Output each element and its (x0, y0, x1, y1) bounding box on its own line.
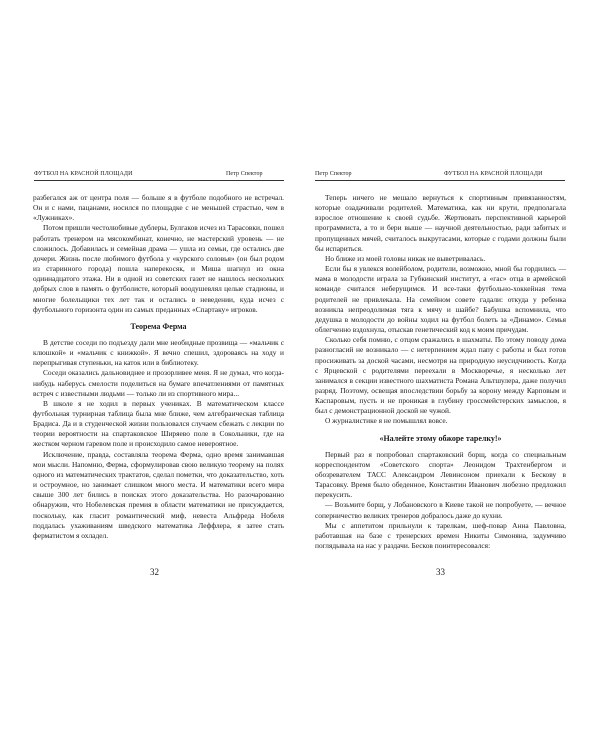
paragraph: — Возьмите борщ, у Лобановского в Киеве такой не попробуете, — вечное соперничество великих тренеров добралось даже до кухни. (315, 500, 566, 520)
paragraph: О журналистике я не помышлял вовсе. (325, 416, 448, 426)
paragraph: Первый раз я попробовал спартаковский борщ, когда со специальным корреспондентом «Советского спорта» Леонидом Трахтенбергом и обозревателем ТАСС Александром Левинсоном приехали к Бескову в Тарасовку. Время было обеденное, Константин Иванович любезно предложил перекусить. (315, 449, 566, 500)
paragraph: Соседи оказались дальновиднее и прозорливее меня. Я не думал, что когда-нибудь наберусь смелости поделиться на бумаге впечатлениями от памятных встреч с известными людьми — только ли из спортивного мира... (33, 368, 284, 398)
page-number: 33 (436, 567, 445, 577)
body-text (315, 193, 566, 551)
paragraph: В школе я не ходил в первых учениках. В математическом классе футбольная турнирная таблица была мне ближе, чем алгебраическая таблица Брадиса. Да и в студенческой жизни пользовался случаем сбежать с лекции по теории вероятности на спартаковское Ширяево поле в Сокольники, где на жестком черном гаревом поле и происходило самое невероятное. (33, 398, 284, 449)
header-rule (34, 180, 284, 181)
page-number: 32 (150, 567, 159, 577)
paragraph: разбегался аж от центра поля — больше я в футболе подобного не встречал. Он и с нами, пацанами, носился по площадке с не меньшей страстью, чем в «Лужниках». (33, 193, 284, 223)
paragraph: Если бы я увлекся волейболом, родители, возможно, мной бы гордились — мама в молодости играла за Губкинский институт, а «гас» отца в армейской команде считался неберущимся. И все-таки футбольно-хоккейная тема родителей не привлекала. На семейном совете гадали: откуда у ребенка возникла непреодолимая тяга к мячу и шайбе? Бабушка вспомнила, что дедушка в молодости до войны ходил на футбол болеть за «Динамо». Семья облегченно вздохнула, отыскав генетический код к моим причудам. (315, 264, 566, 335)
paragraph: Исключение, правда, составляла теорема Ферма, одно время занимавшая мои мысли. Напомню, Ферма, сформулировав свою великую теорему на полях одного из математических трактатов, сделал пометки, что доказательство, хоть и остроумное, но занимает слишком много места. И математики всего мира свыше 300 лет бились в поисках этого доказательства. Но разочарованно обнаружив, что Нобелевская премия в области математики не присуждается, поскольку, как гласит романтический миф, невеста Альфреда Нобеля поддалась ухаживаниям шведского математика Леффлера, я затее стать ферматистом я охладел. (33, 449, 284, 540)
running-title: ФУТБОЛ НА КРАСНОЙ ПЛОЩАДИ (444, 171, 543, 177)
running-author: Петр Спектор (315, 171, 352, 177)
paragraph: В детстве соседи по подъезду дали мне необидные прозвища — «мальчик с клюшкой» и «мальчик с книжкой». Я вечно спешил, здороваясь на ходу и перепрыгивая ступеньки, на каток или в библиотеку. (33, 337, 284, 368)
paragraph: Теперь ничего не мешало вернуться к спортивным привязанностям, которые озадачивали родителей. Математика, как ни крути, предполагала взрослое отношение к своей судьбе. Жертвовать перспективной карьерой программиста, а то и бери выше — научной деятельностью, ради забитых и пропущенных мячей, считалось выкрутасами, которые с годами должны были бы испариться. (315, 193, 566, 253)
paragraph: Сколько себя помню, с отцом сражались в шахматы. По этому поводу дома разногласий не возникало — с нетерпением ждал папу с работы и был готов просиживать за доской часами, несмотря на природную неусидчивость. Когда с Ярцевской с родителями переехали в Москворечье, я несколько лет занимался в секции известного шахматиста Романа Альтшулера, даже получил разряд. Поэтому, освещая впоследствии борьбу за корону между Карповым и Каспаровым, пусть и не проникая в глубину гроссмейстерских замыслов, я был с демонстрационной доской не чужой. (315, 335, 566, 416)
header-rule (315, 180, 565, 181)
section-heading: «Налейте этому обжоре тарелку!» (379, 433, 502, 443)
right-page (300, 0, 600, 750)
running-author: Петр Спектор (226, 171, 263, 177)
body-text (33, 193, 284, 541)
paragraph: Мы с аппетитом прильнули к тарелкам, шеф-повар Анна Павловна, работавшая на базе с тренерских времен Никиты Симоняна, задумчиво поглядывала на нас у раздачи. Бесков поинтересовался: (315, 520, 566, 550)
paragraph: Но ближе из моей головы никак не выветривалась. (325, 253, 486, 263)
section-heading: Теорема Ферма (130, 321, 187, 331)
paragraph: Потом пришли честолюбивые дублеры, Булгаков исчез из Тарасовки, пошел работать тренером на мясокомбинат, конечно, не мастерский уровень — не сложилось. Добавилась и семейная драма — ушла из семьи, где остались две дочери. Жизнь после любимого футбола у «курского соловья» (он был родом из старинного города) пошла наперекосяк, и Миша шагнул из окна одиннадцатого этажа. Ни в одной из советских газет не нашлось нескольких добрых слов в память о футболисте, который воодушевлял целые стадионы, и многие болельщики тех лет так и остались в неведении, куда исчез с футбольного горизонта один из самых преданных «Спартаку» игроков. (33, 223, 284, 314)
running-title: ФУТБОЛ НА КРАСНОЙ ПЛОЩАДИ (34, 171, 133, 177)
